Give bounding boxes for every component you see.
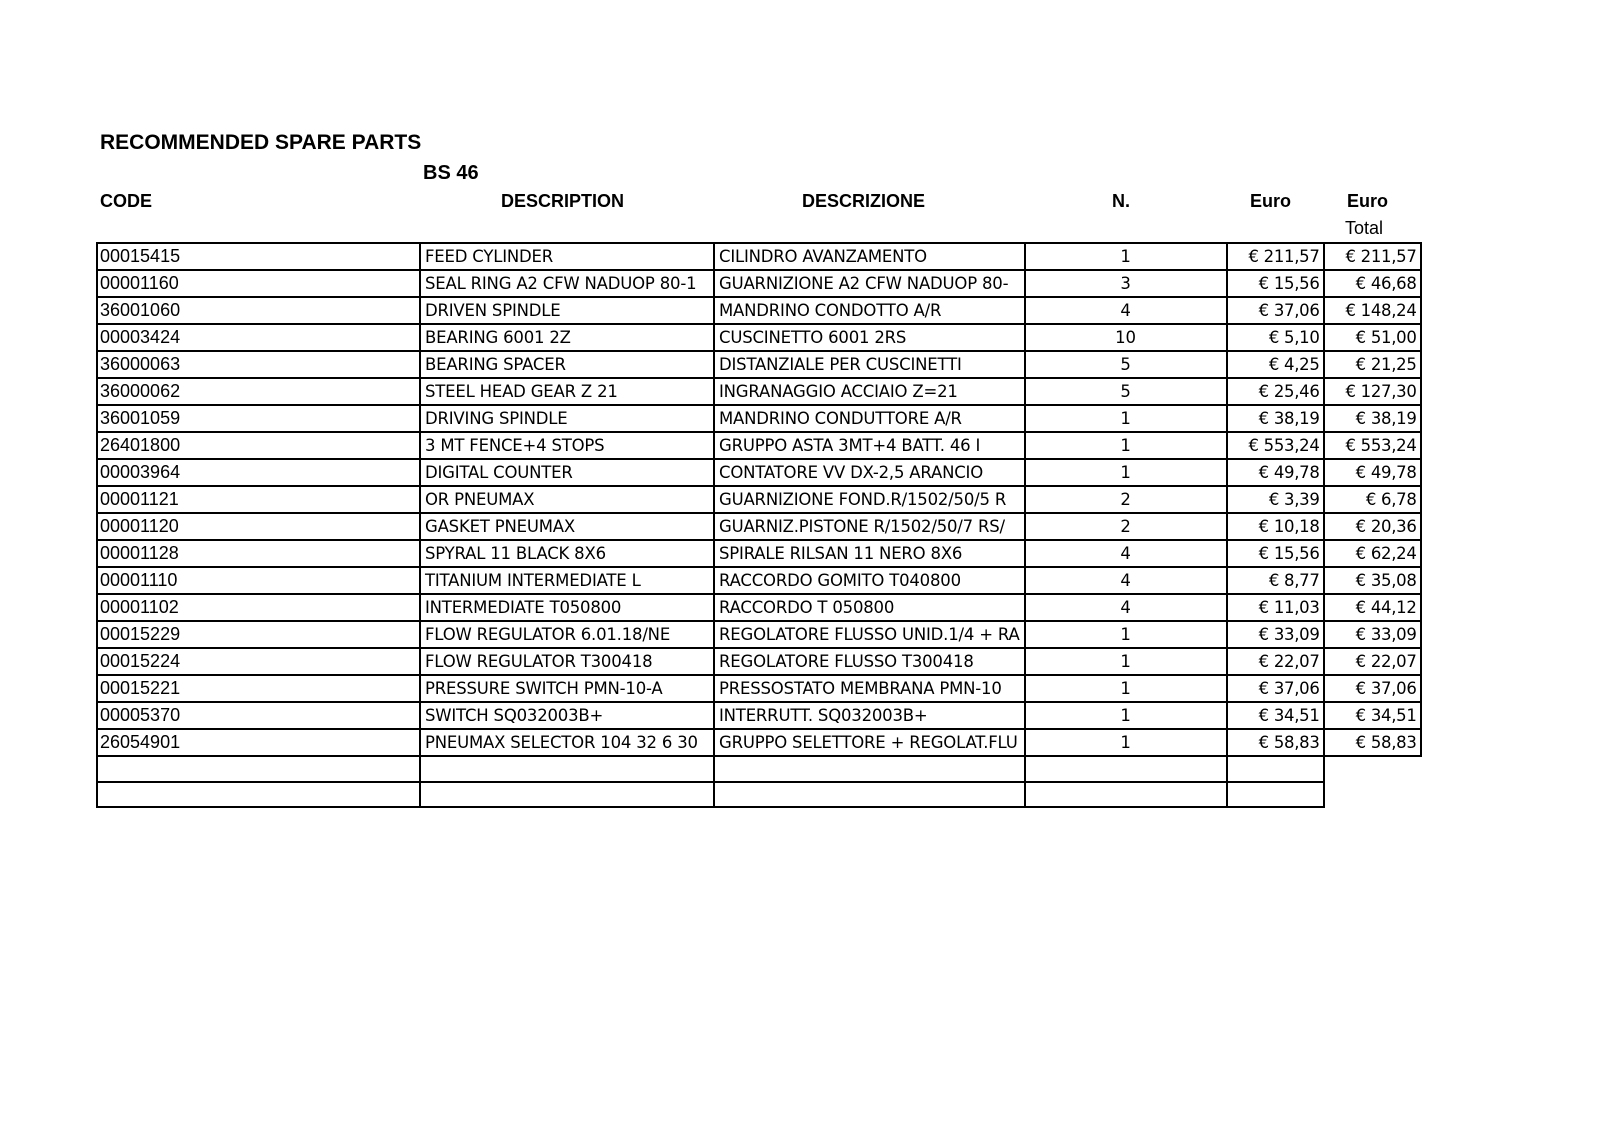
cell-descrizione: RACCORDO GOMITO T040800: [714, 567, 1025, 594]
cell-total: € 35,08: [1324, 567, 1421, 594]
cell-code: 00015224: [97, 648, 420, 675]
cell-description: FLOW REGULATOR T300418: [420, 648, 714, 675]
empty-cell: [1227, 756, 1324, 782]
cell-code: 26401800: [97, 432, 420, 459]
table-row: [97, 486, 1421, 513]
cell-total: € 127,30: [1324, 378, 1421, 405]
cell-code: 00015229: [97, 621, 420, 648]
cell-code: 00015221: [97, 675, 420, 702]
table-row: [97, 432, 1421, 459]
cell-qty: 1: [1025, 702, 1227, 729]
cell-descrizione: PRESSOSTATO MEMBRANA PMN-10: [714, 675, 1025, 702]
cell-code: 00001120: [97, 513, 420, 540]
cell-price: € 37,06: [1227, 297, 1324, 324]
cell-price: € 38,19: [1227, 405, 1324, 432]
cell-qty: 4: [1025, 297, 1227, 324]
cell-qty: 2: [1025, 513, 1227, 540]
cell-code: 00001128: [97, 540, 420, 567]
cell-price: € 25,46: [1227, 378, 1324, 405]
cell-qty: 1: [1025, 243, 1227, 270]
cell-description: SPYRAL 11 BLACK 8X6: [420, 540, 714, 567]
cell-description: BEARING 6001 2Z: [420, 324, 714, 351]
cell-descrizione: INGRANAGGIO ACCIAIO Z=21: [714, 378, 1025, 405]
empty-row: [97, 756, 1421, 782]
cell-price: € 4,25: [1227, 351, 1324, 378]
empty-cell: [714, 782, 1025, 808]
cell-total: € 211,57: [1324, 243, 1421, 270]
cell-qty: 2: [1025, 486, 1227, 513]
cell-descrizione: CONTATORE VV DX-2,5 ARANCIO: [714, 459, 1025, 486]
cell-descrizione: CUSCINETTO 6001 2RS: [714, 324, 1025, 351]
cell-description: DIGITAL COUNTER: [420, 459, 714, 486]
cell-total: € 46,68: [1324, 270, 1421, 297]
cell-price: € 11,03: [1227, 594, 1324, 621]
cell-price: € 5,10: [1227, 324, 1324, 351]
cell-code: 00001102: [97, 594, 420, 621]
cell-total: € 51,00: [1324, 324, 1421, 351]
cell-code: 00001110: [97, 567, 420, 594]
header-total: Euro: [1347, 191, 1389, 211]
cell-descrizione: MANDRINO CONDOTTO A/R: [714, 297, 1025, 324]
table-row: [97, 594, 1421, 621]
table-row: [97, 405, 1421, 432]
cell-total: € 20,36: [1324, 513, 1421, 540]
cell-description: FEED CYLINDER: [420, 243, 714, 270]
cell-qty: 1: [1025, 675, 1227, 702]
cell-code: 00015415: [97, 243, 420, 270]
table-row: [97, 459, 1421, 486]
cell-price: € 49,78: [1227, 459, 1324, 486]
cell-qty: 1: [1025, 621, 1227, 648]
header-descrizione: DESCRIZIONE: [802, 191, 926, 211]
table-row: [97, 270, 1421, 297]
cell-qty: 1: [1025, 405, 1227, 432]
cell-code: 36001059: [97, 405, 420, 432]
cell-total: € 38,19: [1324, 405, 1421, 432]
cell-price: € 211,57: [1227, 243, 1324, 270]
table-row: [97, 378, 1421, 405]
cell-price: € 33,09: [1227, 621, 1324, 648]
empty-cell: [714, 756, 1025, 782]
table-row: [97, 648, 1421, 675]
table-row: [97, 297, 1421, 324]
cell-code: 00001121: [97, 486, 420, 513]
cell-total: € 37,06: [1324, 675, 1421, 702]
header-qty: N.: [1112, 191, 1130, 211]
cell-descrizione: RACCORDO T 050800: [714, 594, 1025, 621]
cell-total: € 148,24: [1324, 297, 1421, 324]
document-title: RECOMMENDED SPARE PARTS: [100, 131, 422, 154]
cell-descrizione: DISTANZIALE PER CUSCINETTI: [714, 351, 1025, 378]
cell-price: € 15,56: [1227, 540, 1324, 567]
cell-total: € 33,09: [1324, 621, 1421, 648]
cell-price: € 553,24: [1227, 432, 1324, 459]
cell-description: PRESSURE SWITCH PMN-10-A: [420, 675, 714, 702]
cell-qty: 1: [1025, 648, 1227, 675]
empty-cell: [1324, 756, 1421, 782]
cell-price: € 3,39: [1227, 486, 1324, 513]
cell-description: DRIVEN SPINDLE: [420, 297, 714, 324]
table-row: [97, 675, 1421, 702]
header-code: CODE: [100, 191, 153, 211]
cell-code: 00003964: [97, 459, 420, 486]
cell-description: TITANIUM INTERMEDIATE L: [420, 567, 714, 594]
cell-description: 3 MT FENCE+4 STOPS: [420, 432, 714, 459]
table-row: [97, 351, 1421, 378]
empty-cell: [1025, 756, 1227, 782]
cell-code: 36000063: [97, 351, 420, 378]
empty-cell: [420, 782, 714, 808]
cell-price: € 34,51: [1227, 702, 1324, 729]
cell-qty: 4: [1025, 594, 1227, 621]
cell-description: FLOW REGULATOR 6.01.18/NE: [420, 621, 714, 648]
cell-descrizione: CILINDRO AVANZAMENTO: [714, 243, 1025, 270]
cell-description: INTERMEDIATE T050800: [420, 594, 714, 621]
cell-code: 26054901: [97, 729, 420, 756]
table-row: [97, 567, 1421, 594]
cell-qty: 5: [1025, 378, 1227, 405]
cell-price: € 58,83: [1227, 729, 1324, 756]
cell-description: STEEL HEAD GEAR Z 21: [420, 378, 714, 405]
cell-descrizione: REGOLATORE FLUSSO UNID.1/4 + RA: [714, 621, 1025, 648]
cell-total: € 6,78: [1324, 486, 1421, 513]
cell-price: € 22,07: [1227, 648, 1324, 675]
cell-code: 00003424: [97, 324, 420, 351]
cell-total: € 553,24: [1324, 432, 1421, 459]
cell-description: PNEUMAX SELECTOR 104 32 6 30: [420, 729, 714, 756]
header-description: DESCRIPTION: [501, 191, 625, 211]
empty-cell: [1227, 782, 1324, 808]
spare-parts-table: [96, 242, 1422, 808]
cell-description: GASKET PNEUMAX: [420, 513, 714, 540]
cell-price: € 37,06: [1227, 675, 1324, 702]
cell-qty: 1: [1025, 459, 1227, 486]
empty-cell: [420, 756, 714, 782]
cell-descrizione: GUARNIZIONE FOND.R/1502/50/5 R: [714, 486, 1025, 513]
cell-qty: 4: [1025, 540, 1227, 567]
cell-description: BEARING SPACER: [420, 351, 714, 378]
cell-description: SWITCH SQ032003B+: [420, 702, 714, 729]
cell-code: 36000062: [97, 378, 420, 405]
cell-descrizione: REGOLATORE FLUSSO T300418: [714, 648, 1025, 675]
cell-total: € 49,78: [1324, 459, 1421, 486]
table-row: [97, 621, 1421, 648]
table-row: [97, 324, 1421, 351]
table-row: [97, 243, 1421, 270]
cell-qty: 1: [1025, 729, 1227, 756]
cell-descrizione: INTERRUTT. SQ032003B+: [714, 702, 1025, 729]
cell-total: € 62,24: [1324, 540, 1421, 567]
table-row: [97, 702, 1421, 729]
cell-descrizione: GUARNIZ.PISTONE R/1502/50/7 RS/: [714, 513, 1025, 540]
cell-qty: 4: [1025, 567, 1227, 594]
header-total-sub: Total: [1345, 218, 1384, 238]
empty-cell: [97, 782, 420, 808]
cell-qty: 10: [1025, 324, 1227, 351]
cell-total: € 58,83: [1324, 729, 1421, 756]
empty-row: [97, 782, 1421, 808]
cell-code: 00001160: [97, 270, 420, 297]
cell-qty: 1: [1025, 432, 1227, 459]
cell-descrizione: GRUPPO SELETTORE + REGOLAT.FLU: [714, 729, 1025, 756]
cell-descrizione: MANDRINO CONDUTTORE A/R: [714, 405, 1025, 432]
cell-descrizione: SPIRALE RILSAN 11 NERO 8X6: [714, 540, 1025, 567]
header-price: Euro: [1250, 191, 1292, 211]
cell-price: € 8,77: [1227, 567, 1324, 594]
cell-descrizione: GRUPPO ASTA 3MT+4 BATT. 46 I: [714, 432, 1025, 459]
cell-qty: 3: [1025, 270, 1227, 297]
empty-cell: [1025, 782, 1227, 808]
empty-cell: [1324, 782, 1421, 808]
cell-total: € 34,51: [1324, 702, 1421, 729]
cell-total: € 22,07: [1324, 648, 1421, 675]
cell-descrizione: GUARNIZIONE A2 CFW NADUOP 80-: [714, 270, 1025, 297]
empty-cell: [97, 756, 420, 782]
cell-description: DRIVING SPINDLE: [420, 405, 714, 432]
cell-code: 00005370: [97, 702, 420, 729]
cell-code: 36001060: [97, 297, 420, 324]
cell-qty: 5: [1025, 351, 1227, 378]
table-row: [97, 540, 1421, 567]
cell-description: OR PNEUMAX: [420, 486, 714, 513]
table-row: [97, 513, 1421, 540]
table-row: [97, 729, 1421, 756]
cell-price: € 10,18: [1227, 513, 1324, 540]
cell-total: € 44,12: [1324, 594, 1421, 621]
cell-total: € 21,25: [1324, 351, 1421, 378]
cell-price: € 15,56: [1227, 270, 1324, 297]
model-name: BS 46: [423, 162, 479, 184]
cell-description: SEAL RING A2 CFW NADUOP 80-1: [420, 270, 714, 297]
